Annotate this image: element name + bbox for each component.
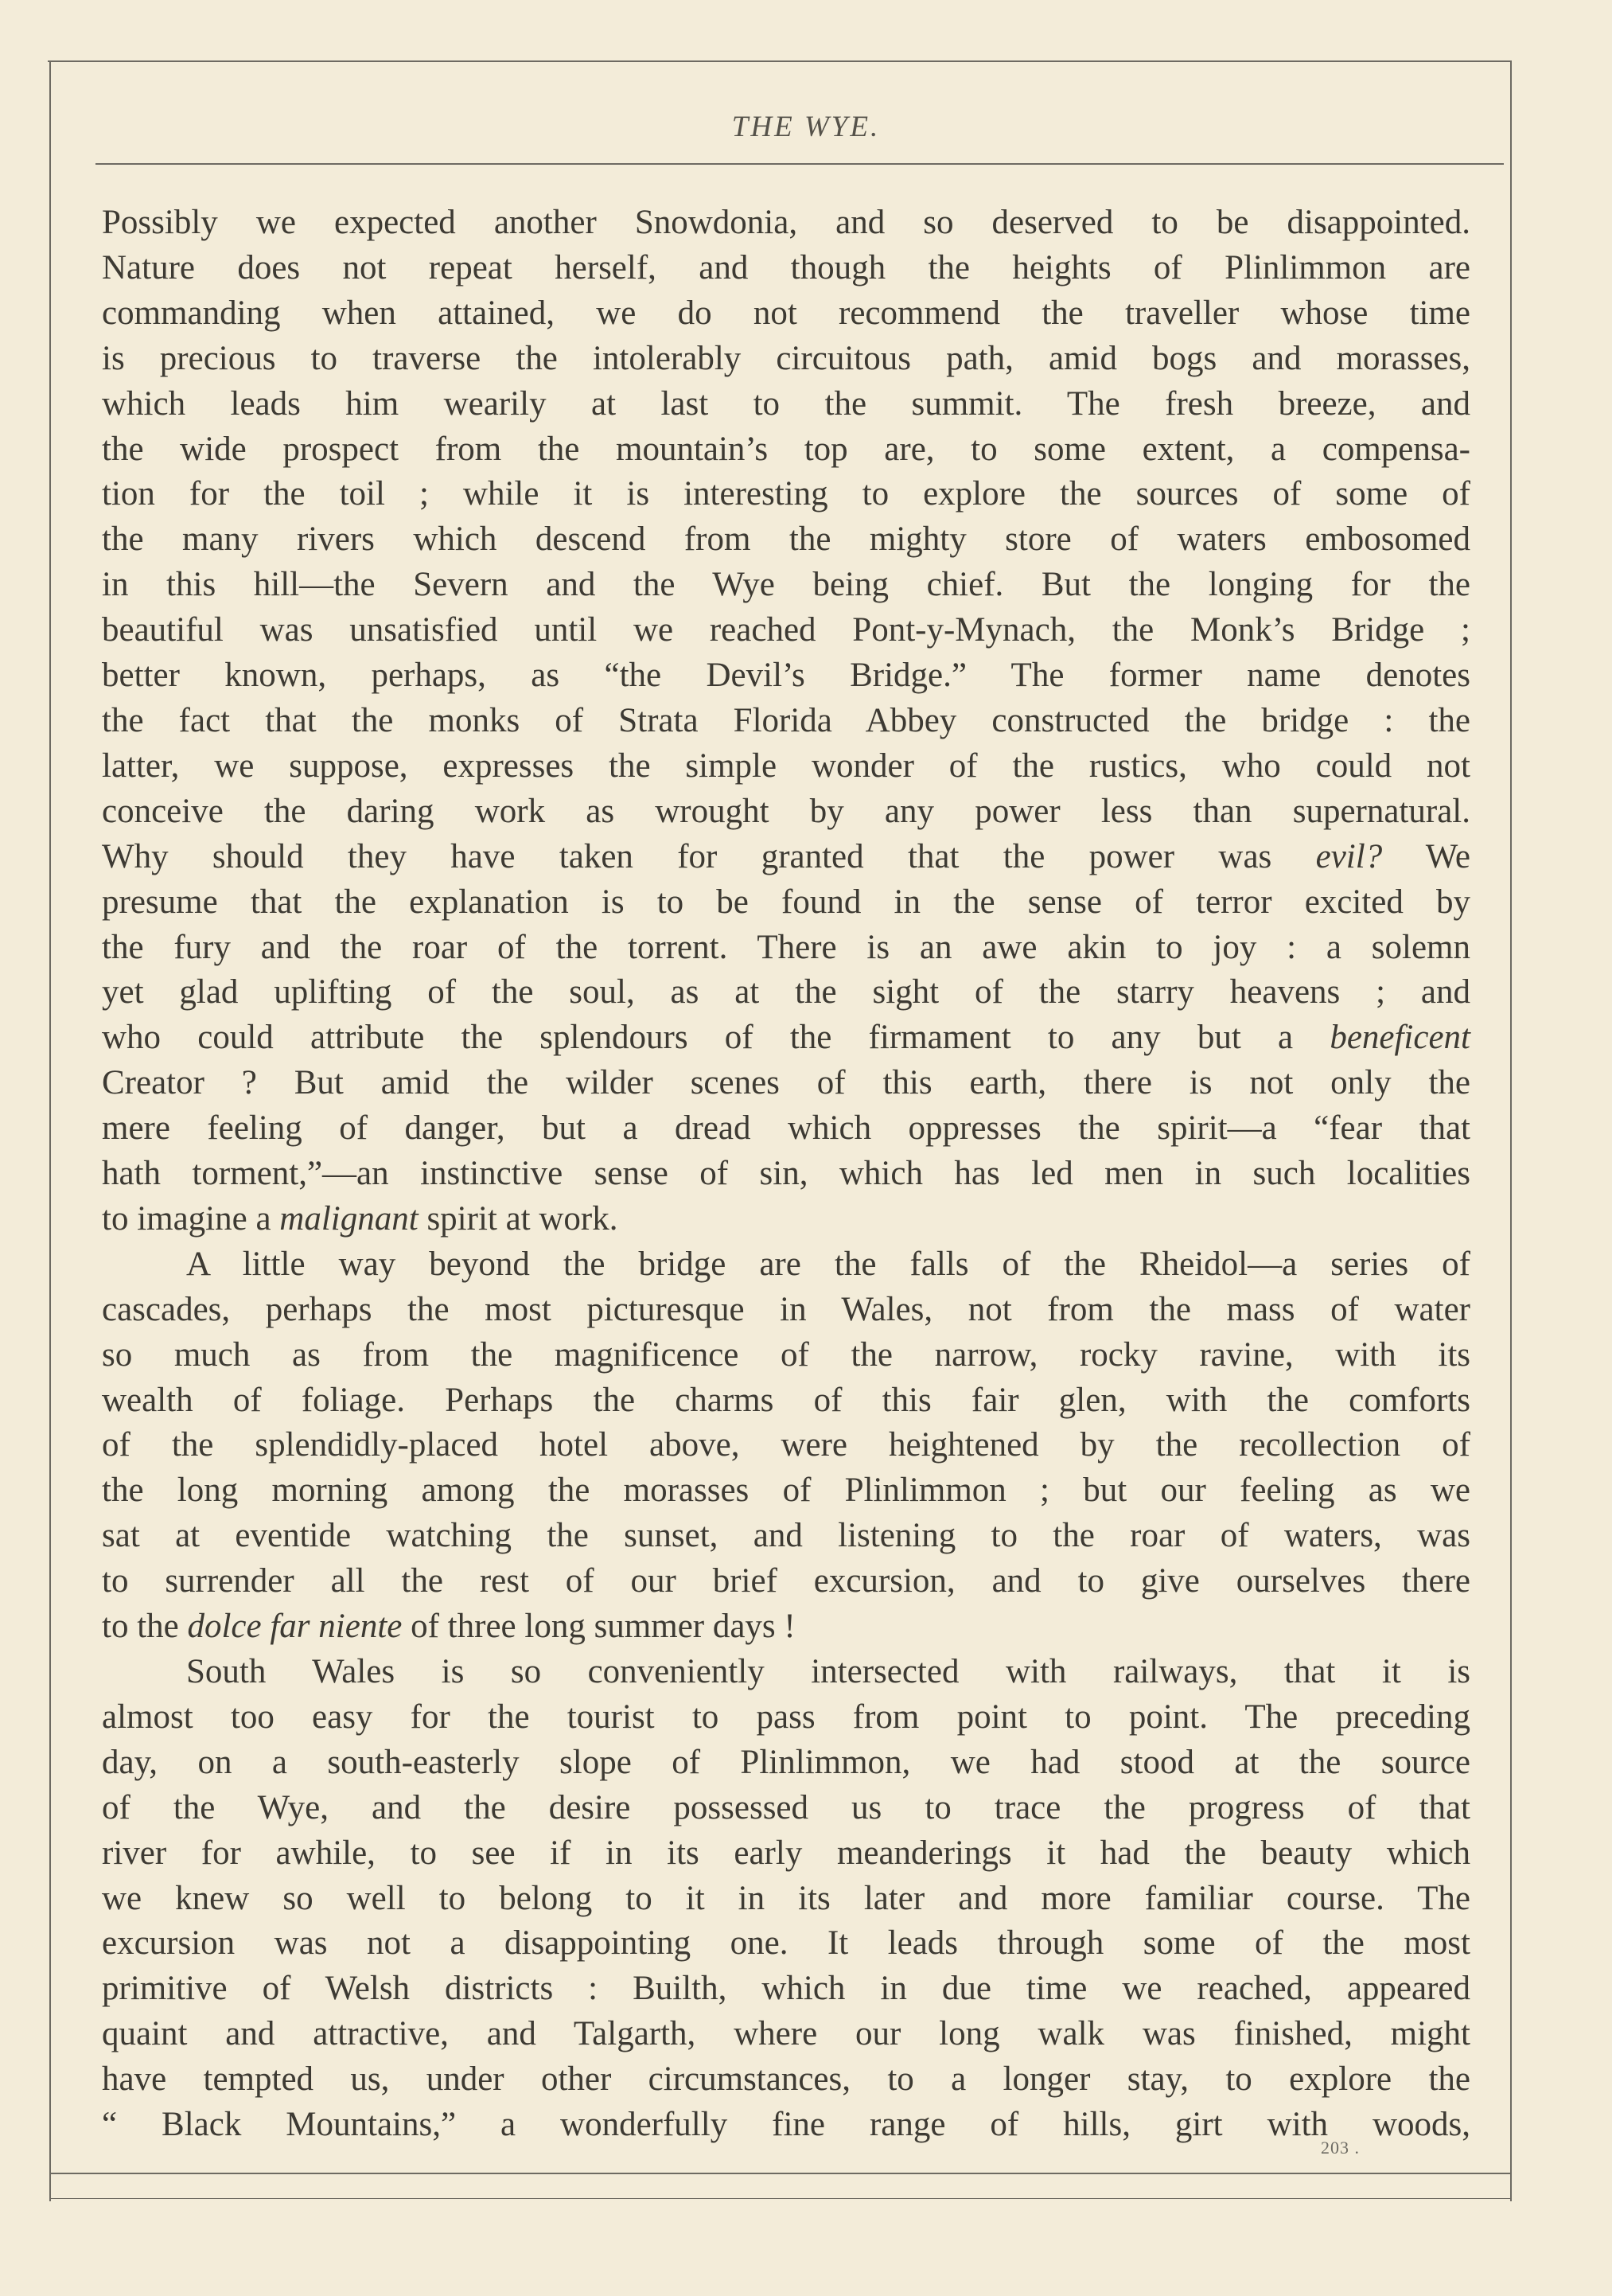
- text-line: so much as from the magnificence of the narrow, rocky ravine, with its: [102, 1335, 1470, 1374]
- running-head: THE WYE.: [731, 111, 881, 143]
- text-line: day, on a south-easterly slope of Plinlimmon, we had stood at the source: [102, 1743, 1470, 1781]
- text-run: to imagine a: [102, 1199, 271, 1238]
- text-line: quaint and attractive, and Talgarth, where our long walk was finished, might: [102, 2015, 1470, 2053]
- text-line: almost too easy for the tourist to pass from point to point. The preceding: [102, 1698, 1470, 1736]
- text-line: wealth of foliage. Perhaps the charms of this fair glen, with the comforts: [102, 1381, 1470, 1419]
- header-rule: [95, 163, 1504, 165]
- text-line: mere feeling of danger, but a dread which oppresses the spirit—a “fear that: [102, 1109, 1470, 1148]
- text-run: to the: [102, 1608, 179, 1646]
- page-number: 203 .: [1321, 2138, 1360, 2158]
- text-line: the fury and the roar of the torrent. There is an awe akin to joy : a solemn: [102, 928, 1470, 966]
- text-run: We: [1425, 837, 1470, 875]
- text-run: Why should they have taken for granted that the power was: [102, 837, 1272, 875]
- text-line: South Wales is so conveniently intersected with railways, that it is: [186, 1653, 1470, 1690]
- text-line: cascades, perhaps the most picturesque in Wales, not from the mass of water: [102, 1290, 1470, 1328]
- text-line: river for awhile, to see if in its early meanderings it had the beauty which: [102, 1834, 1470, 1872]
- top-rule: [48, 60, 1512, 62]
- text-line: A little way beyond the bridge are the falls of the Rheidol—a series of: [186, 1245, 1470, 1283]
- text-line: of the Wye, and the desire possessed us to trace the progress of that: [102, 1788, 1470, 1826]
- text-run: who could attribute the splendours of the firmament to any but a: [102, 1019, 1294, 1057]
- text-line: sat at eventide watching the sunset, and listening to the roar of waters, was: [102, 1517, 1470, 1555]
- text-run: spirit at work.: [426, 1199, 618, 1238]
- text-line: [102, 1604, 1470, 1650]
- text-line: hath torment,”—an instinctive sense of sin, which has led men in such localities: [102, 1155, 1470, 1193]
- text-line: we knew so well to belong to it in its later and more familiar course. The: [102, 1879, 1470, 1917]
- italic-run: dolce far niente: [187, 1608, 403, 1646]
- text-line: better known, perhaps, as “the Devil’s Bridge.” The former name denotes: [102, 657, 1470, 695]
- italic-run: evil?: [1315, 837, 1383, 875]
- paragraph-3: [102, 1650, 1470, 2148]
- text-line: have tempted us, under other circumstances, to a longer stay, to explore the: [102, 2060, 1470, 2099]
- text-line: beautiful was unsatisfied until we reached Pont-y-Mynach, the Monk’s Bridge ;: [102, 611, 1470, 649]
- text-line: is precious to traverse the intolerably circuitous path, amid bogs and morasses,: [102, 339, 1470, 377]
- bottom-rule-outer: [49, 2198, 1512, 2199]
- text-line: the long morning among the morasses of Plinlimmon ; but our feeling as we: [102, 1472, 1470, 1510]
- text-line: the many rivers which descend from the mighty store of waters embosomed: [102, 520, 1470, 559]
- text-line: latter, we suppose, expresses the simple wonder of the rustics, who could not: [102, 746, 1470, 785]
- text-line: presume that the explanation is to be found in the sense of terror excited by: [102, 883, 1470, 921]
- text-line: excursion was not a disappointing one. It leads through some of the most: [102, 1924, 1470, 1963]
- left-border: [49, 60, 51, 2201]
- text-line: Nature does not repeat herself, and though the heights of Plinlimmon are: [102, 248, 1470, 287]
- text-run: of three long summer days !: [411, 1608, 796, 1646]
- text-line: the wide prospect from the mountain’s top are, to some extent, a compensa-: [102, 430, 1470, 468]
- text-line: “ Black Mountains,” a wonderfully fine range of hills, girt with woods,: [102, 2106, 1470, 2144]
- paragraph-2: [102, 1242, 1470, 1650]
- bottom-rule: [49, 2173, 1512, 2174]
- text-line: of the splendidly-placed hotel above, were heightened by the recollection of: [102, 1426, 1470, 1464]
- text-line: primitive of Welsh districts : Builth, which in due time we reached, appeared: [102, 1970, 1470, 2008]
- body-text: [102, 201, 1470, 2148]
- text-line: Creator ? But amid the wilder scenes of this earth, there is not only the: [102, 1064, 1470, 1102]
- text-line: yet glad uplifting of the soul, as at the sight of the starry heavens ; and: [102, 973, 1470, 1012]
- text-line: Possibly we expected another Snowdonia, and so deserved to be disappointed.: [102, 204, 1470, 241]
- italic-run: beneficent: [1330, 1019, 1470, 1057]
- text-line: to surrender all the rest of our brief excursion, and to give ourselves there: [102, 1562, 1470, 1600]
- right-border: [1510, 60, 1512, 2201]
- text-line: the fact that the monks of Strata Florida Abbey constructed the bridge : the: [102, 701, 1470, 739]
- italic-run: malignant: [279, 1199, 419, 1238]
- paragraph-1: [102, 201, 1470, 1242]
- text-line: in this hill—the Severn and the Wye being chief. But the longing for the: [102, 566, 1470, 604]
- text-line: [102, 1015, 1470, 1061]
- text-line: tion for the toil ; while it is interesting to explore the sources of some of: [102, 475, 1470, 513]
- text-line: commanding when attained, we do not recommend the traveller whose time: [102, 294, 1470, 332]
- text-line: [102, 1197, 1470, 1242]
- text-line: [102, 835, 1470, 880]
- text-line: conceive the daring work as wrought by any power less than supernatural.: [102, 792, 1470, 830]
- text-line: which leads him wearily at last to the summit. The fresh breeze, and: [102, 384, 1470, 423]
